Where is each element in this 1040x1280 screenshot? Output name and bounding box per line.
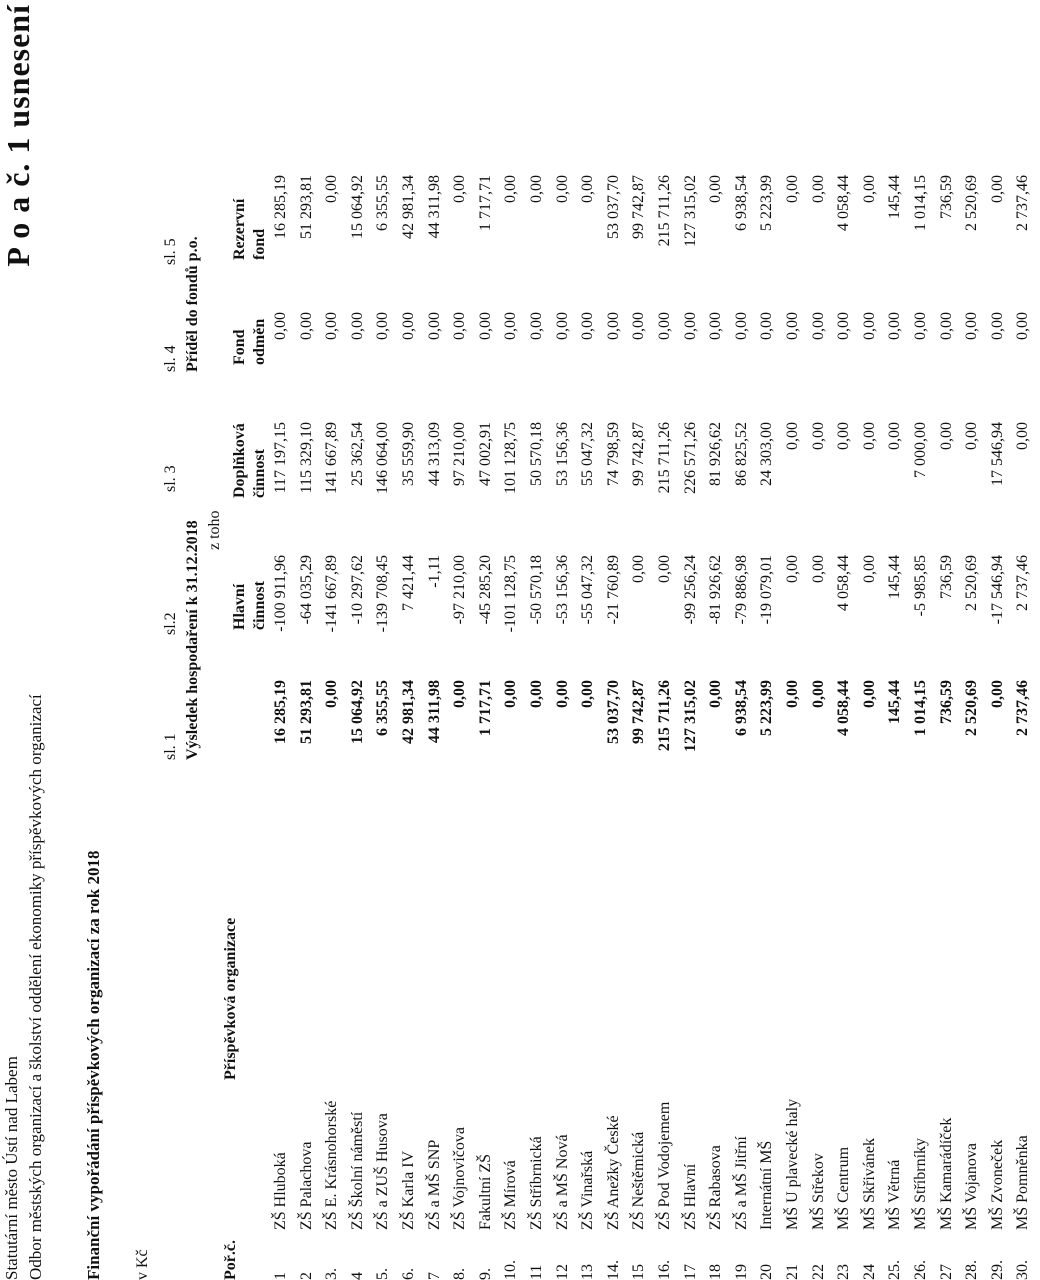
- col-header-hlavni: Hlavní činnost: [231, 581, 268, 630]
- cell-c5: 44 311,98: [425, 175, 443, 239]
- cell-c4: 0,00: [348, 312, 366, 340]
- cell-c5: 53 037,70: [604, 175, 622, 239]
- cell-c3: 50 570,18: [528, 422, 545, 486]
- cell-c2: -45 285,20: [476, 555, 494, 625]
- cell-c4: 0,00: [732, 312, 750, 340]
- cell-c5: 0,00: [528, 175, 545, 203]
- cell-org: MŠ Stříbrníky: [912, 1137, 929, 1230]
- cell-c3: 81 926,62: [707, 422, 725, 486]
- col-label-sl3: sl. 3: [162, 465, 179, 492]
- cell-c5: 0,00: [988, 175, 1006, 203]
- cell-c2: 7 421,44: [400, 555, 417, 611]
- cell-c5: 2 737,46: [1014, 175, 1032, 231]
- col-label-sl5: sl. 5: [162, 238, 179, 265]
- cell-c4: 0,00: [425, 312, 443, 340]
- cell-c1: 16 285,19: [272, 680, 289, 744]
- col-header-por: Poř.č.: [222, 1240, 239, 1280]
- cell-c3: 86 825,52: [732, 422, 750, 486]
- cell-c3: 115 329,10: [297, 422, 315, 494]
- cell-c3: 0,00: [937, 422, 955, 450]
- cell-c3: 141 667,89: [323, 422, 341, 494]
- cell-c2: -19 079,01: [758, 555, 776, 625]
- cell-c2: -97 210,00: [451, 555, 469, 625]
- table-row: [298, 0, 324, 1280]
- cell-org: MŠ Zvoneček: [988, 1139, 1006, 1230]
- col-label-sl4: sl. 4: [162, 345, 179, 372]
- cell-c1: 127 315,02: [681, 680, 699, 752]
- cell-c5: 6 355,55: [374, 175, 392, 231]
- table-row: [989, 0, 1015, 1280]
- cell-org: ZŠ Hluboká: [272, 1152, 289, 1230]
- cell-c4: 0,00: [988, 312, 1006, 340]
- cell-no: 22: [809, 1264, 827, 1280]
- cell-c4: 0,00: [272, 312, 289, 340]
- department-name: Odbor městských organizací a školství oddělení ekonomiky příspěvkových organizací: [26, 694, 45, 1280]
- cell-c4: 0,00: [758, 312, 776, 340]
- cell-org: ZŠ Rabasova: [707, 1145, 725, 1230]
- cell-c5: 0,00: [784, 175, 801, 203]
- cell-c3: 215 711,26: [656, 422, 673, 494]
- currency-unit: v Kč: [134, 1249, 151, 1280]
- cell-no: 11: [528, 1264, 545, 1280]
- cell-c3: 7 000,00: [912, 422, 929, 478]
- cell-c4: 0,00: [579, 312, 597, 340]
- col-label-sl2: sl.2: [162, 612, 179, 635]
- cell-c2: -5 985,85: [912, 555, 929, 617]
- cell-c5: 5 223,99: [758, 175, 776, 231]
- cell-c2: -139 708,45: [374, 555, 392, 633]
- cell-c2: -21 760,89: [604, 555, 622, 625]
- table-row: [835, 0, 861, 1280]
- cell-c1: 2 737,46: [1014, 680, 1032, 736]
- cell-org: ZŠ a MŠ Jitřní: [732, 1136, 750, 1230]
- cell-org: ZŠ Stříbrnická: [528, 1136, 545, 1230]
- group-header-vysledek: Výsledek hospodaření k 31.12.2018: [184, 520, 201, 760]
- table-row: [605, 0, 631, 1280]
- cell-c2: -64 035,29: [297, 555, 315, 625]
- cell-c2: -17 546,94: [988, 555, 1006, 625]
- cell-c5: 51 293,81: [297, 175, 315, 239]
- cell-c4: 0,00: [528, 312, 545, 340]
- cell-no: 16.: [656, 1260, 673, 1280]
- cell-no: 25.: [886, 1260, 904, 1280]
- cell-org: ZŠ Anežky České: [604, 1115, 622, 1230]
- cell-c2: -141 667,89: [323, 555, 341, 633]
- cell-no: 5.: [374, 1268, 392, 1280]
- cell-c5: 6 938,54: [732, 175, 750, 231]
- cell-c2: -79 886,98: [732, 555, 750, 625]
- cell-no: 24: [860, 1264, 878, 1280]
- cell-no: 18: [707, 1264, 725, 1280]
- cell-org: ZŠ Pod Vodojemem: [656, 1101, 673, 1230]
- table-row: [502, 0, 528, 1280]
- cell-org: MŠ Centrum: [835, 1146, 853, 1230]
- document-title: Finanční vypořádání příspěvkových organizací za rok 2018: [84, 850, 103, 1280]
- col-label-sl1: sl. 1: [162, 733, 179, 760]
- cell-c4: 0,00: [886, 312, 904, 340]
- cell-c2: -100 911,96: [272, 555, 289, 632]
- cell-c3: 0,00: [963, 422, 981, 450]
- cell-c4: 0,00: [604, 312, 622, 340]
- cell-c2: 0,00: [656, 555, 673, 583]
- cell-c4: 0,00: [707, 312, 725, 340]
- cell-c1: 0,00: [784, 680, 801, 708]
- cell-no: 30.: [1014, 1260, 1032, 1280]
- cell-org: MŠ Skřivánek: [860, 1138, 878, 1230]
- cell-c4: 0,00: [835, 312, 853, 340]
- cell-c1: 2 520,69: [963, 680, 981, 736]
- table-row: [528, 0, 554, 1280]
- cell-c2: -53 156,36: [553, 555, 571, 625]
- cell-c1: 0,00: [809, 680, 827, 708]
- cell-org: ZŠ Neštěmická: [630, 1131, 648, 1230]
- cell-c1: 0,00: [988, 680, 1006, 708]
- table-row: [963, 0, 989, 1280]
- table-row: [400, 0, 426, 1280]
- cell-c4: 0,00: [656, 312, 673, 340]
- cell-c1: 1 717,71: [476, 680, 494, 736]
- cell-c2: -55 047,32: [579, 555, 597, 625]
- cell-c5: 0,00: [579, 175, 597, 203]
- cell-org: ZŠ Mírová: [502, 1160, 520, 1230]
- cell-no: 29.: [988, 1260, 1006, 1280]
- cell-c5: 0,00: [451, 175, 469, 203]
- cell-org: MŠ Střekov: [809, 1153, 827, 1230]
- cell-c1: 99 742,87: [630, 680, 648, 744]
- cell-c1: 145,44: [886, 680, 904, 724]
- table-row: [554, 0, 580, 1280]
- cell-c5: 0,00: [323, 175, 341, 203]
- cell-c2: 2 737,46: [1014, 555, 1032, 611]
- cell-c1: 6 355,55: [374, 680, 392, 736]
- cell-c3: 101 128,75: [502, 422, 520, 494]
- cell-c4: 0,00: [323, 312, 341, 340]
- cell-no: 8.: [451, 1268, 469, 1280]
- cell-org: ZŠ Školní náměstí: [348, 1111, 366, 1230]
- cell-org: Internátní MŠ: [758, 1140, 776, 1230]
- cell-c4: 0,00: [502, 312, 520, 340]
- cell-c3: 74 798,59: [604, 422, 622, 486]
- cell-c2: 0,00: [630, 555, 648, 583]
- cell-c4: 0,00: [451, 312, 469, 340]
- cell-c1: 4 058,44: [835, 680, 853, 736]
- cell-c3: 0,00: [1014, 422, 1032, 450]
- cell-c2: 736,59: [937, 555, 955, 599]
- col-header-fond-odmen: Fond odměn: [231, 318, 268, 365]
- table-row: [656, 0, 682, 1280]
- cell-c3: 44 313,09: [425, 422, 443, 486]
- cell-c4: 0,00: [809, 312, 827, 340]
- cell-c2: -50 570,18: [528, 555, 545, 625]
- cell-c4: 0,00: [681, 312, 699, 340]
- cell-org: ZŠ Hlavní: [681, 1163, 699, 1230]
- cell-c3: 55 047,32: [579, 422, 597, 486]
- cell-c5: 215 711,26: [656, 175, 673, 247]
- cell-c2: -99 256,24: [681, 555, 699, 625]
- cell-no: 12: [553, 1264, 571, 1280]
- subheader-ztoho: z toho: [206, 510, 223, 550]
- cell-c4: 0,00: [630, 312, 648, 340]
- cell-c1: 42 981,34: [400, 680, 417, 744]
- table-row: [374, 0, 400, 1280]
- cell-c5: 16 285,19: [272, 175, 289, 239]
- cell-c2: -81 926,62: [707, 555, 725, 625]
- cell-c5: 0,00: [707, 175, 725, 203]
- cell-c3: 17 546,94: [988, 422, 1006, 486]
- cell-org: ZŠ Vojnovičova: [451, 1127, 469, 1230]
- cell-c3: 53 156,36: [553, 422, 571, 486]
- cell-c5: 1 717,71: [476, 175, 494, 231]
- col-header-doplnkova: Doplňková činnost: [231, 423, 268, 498]
- cell-no: 14.: [604, 1260, 622, 1280]
- cell-c1: 0,00: [502, 680, 520, 708]
- cell-c4: 0,00: [297, 312, 315, 340]
- cell-c5: 736,59: [937, 175, 955, 219]
- table-row: [758, 0, 784, 1280]
- cell-c3: 99 742,87: [630, 422, 648, 486]
- table-row: [861, 0, 887, 1280]
- cell-c3: 226 571,26: [681, 422, 699, 494]
- table-row: [426, 0, 452, 1280]
- cell-no: 17: [681, 1264, 699, 1280]
- cell-no: 7: [425, 1272, 443, 1280]
- cell-c2: 145,44: [886, 555, 904, 599]
- cell-c2: -101 128,75: [502, 555, 520, 633]
- cell-c2: 2 520,69: [963, 555, 981, 611]
- cell-org: Fakultní ZŠ: [476, 1153, 494, 1230]
- table-row: [451, 0, 477, 1280]
- group-header-pridel: Příděl do fondů p.o.: [184, 236, 201, 372]
- cell-c4: 0,00: [912, 312, 929, 340]
- cell-no: 9.: [476, 1268, 494, 1280]
- table-row: [733, 0, 759, 1280]
- cell-c3: 117 197,15: [272, 422, 289, 494]
- cell-c4: 0,00: [374, 312, 392, 340]
- cell-org: ZŠ Vinařská: [579, 1150, 597, 1230]
- cell-c3: 25 362,54: [348, 422, 366, 486]
- table-row: [579, 0, 605, 1280]
- table-row: [682, 0, 708, 1280]
- cell-c4: 0,00: [860, 312, 878, 340]
- col-header-rezervni: Rezervní fond: [231, 198, 268, 260]
- table-row: [272, 0, 298, 1280]
- cell-c1: 0,00: [451, 680, 469, 708]
- cell-c4: 0,00: [400, 312, 417, 340]
- cell-c1: 53 037,70: [604, 680, 622, 744]
- cell-c4: 0,00: [937, 312, 955, 340]
- cell-c1: 6 938,54: [732, 680, 750, 736]
- cell-c3: 0,00: [809, 422, 827, 450]
- cell-c3: 0,00: [860, 422, 878, 450]
- cell-no: 6.: [400, 1268, 417, 1280]
- cell-c1: 0,00: [579, 680, 597, 708]
- cell-no: 4: [348, 1272, 366, 1280]
- cell-c3: 146 064,00: [374, 422, 392, 494]
- cell-c5: 4 058,44: [835, 175, 853, 231]
- cell-no: 13: [579, 1264, 597, 1280]
- table-row: [938, 0, 964, 1280]
- table-row: [1014, 0, 1040, 1280]
- cell-org: ZŠ E. Krásnohorské: [323, 1100, 341, 1230]
- table-row: [323, 0, 349, 1280]
- cell-c1: 5 223,99: [758, 680, 776, 736]
- cell-c1: 0,00: [707, 680, 725, 708]
- cell-c4: 0,00: [553, 312, 571, 340]
- cell-c5: 0,00: [809, 175, 827, 203]
- cell-c3: 0,00: [886, 422, 904, 450]
- cell-no: 15: [630, 1264, 648, 1280]
- institution-name: Statutární město Ústí nad Labem: [2, 1056, 21, 1280]
- cell-no: 19: [732, 1264, 750, 1280]
- cell-c3: 97 210,00: [451, 422, 469, 486]
- cell-c1: 1 014,15: [912, 680, 929, 736]
- cell-no: 10.: [502, 1260, 520, 1280]
- cell-c5: 0,00: [860, 175, 878, 203]
- cell-c1: 736,59: [937, 680, 955, 724]
- cell-org: ZŠ a ZUŠ Husova: [374, 1113, 392, 1230]
- cell-c2: -10 297,62: [348, 555, 366, 625]
- cell-c3: 24 303,00: [758, 422, 776, 486]
- cell-no: 20: [758, 1264, 776, 1280]
- cell-c5: 1 014,15: [912, 175, 929, 231]
- cell-org: MŠ Větrná: [886, 1159, 904, 1230]
- cell-org: MŠ U plavecké haly: [784, 1098, 801, 1230]
- cell-c1: 215 711,26: [656, 680, 673, 752]
- cell-org: ZŠ Palachova: [297, 1141, 315, 1230]
- cell-c5: 15 064,92: [348, 175, 366, 239]
- cell-no: 21: [784, 1264, 801, 1280]
- cell-c5: 99 742,87: [630, 175, 648, 239]
- table-row: [886, 0, 912, 1280]
- cell-c5: 2 520,69: [963, 175, 981, 231]
- cell-org: ZŠ a MŠ Nová: [553, 1134, 571, 1230]
- cell-c1: 15 064,92: [348, 680, 366, 744]
- cell-org: MŠ Pomněnka: [1014, 1135, 1032, 1230]
- cell-no: 3.: [323, 1268, 341, 1280]
- cell-c4: 0,00: [1014, 312, 1032, 340]
- cell-c3: 0,00: [835, 422, 853, 450]
- cell-c3: 47 002,91: [476, 422, 494, 486]
- table-row: [784, 0, 810, 1280]
- cell-c1: 0,00: [553, 680, 571, 708]
- table-row: [707, 0, 733, 1280]
- cell-no: 2: [297, 1272, 315, 1280]
- cell-c3: 35 559,90: [400, 422, 417, 486]
- table-row: [630, 0, 656, 1280]
- cell-c1: 0,00: [860, 680, 878, 708]
- cell-c1: 0,00: [528, 680, 545, 708]
- cell-no: 26.: [912, 1260, 929, 1280]
- table-row: [477, 0, 503, 1280]
- cell-org: MŠ Vojanova: [963, 1143, 981, 1230]
- table-row: [349, 0, 375, 1280]
- cell-no: 27: [937, 1264, 955, 1280]
- cell-c2: 4 058,44: [835, 555, 853, 611]
- col-header-org: Příspěvková organizace: [222, 917, 239, 1080]
- cell-no: 23: [835, 1264, 853, 1280]
- cell-c2: 0,00: [860, 555, 878, 583]
- cell-c5: 145,44: [886, 175, 904, 219]
- cell-org: ZŠ Karla IV: [400, 1150, 417, 1230]
- cell-c1: 51 293,81: [297, 680, 315, 744]
- cell-no: 1: [272, 1272, 289, 1280]
- cell-c5: 0,00: [502, 175, 520, 203]
- cell-org: MŠ Kamarádíček: [937, 1117, 955, 1230]
- cell-c5: 127 315,02: [681, 175, 699, 247]
- cell-c1: 44 311,98: [425, 680, 443, 744]
- cell-c2: -1,11: [425, 555, 443, 588]
- cell-c4: 0,00: [963, 312, 981, 340]
- cell-c4: 0,00: [476, 312, 494, 340]
- cell-c2: 0,00: [784, 555, 801, 583]
- table-row: [912, 0, 938, 1280]
- cell-c1: 0,00: [323, 680, 341, 708]
- cell-c5: 42 981,34: [400, 175, 417, 239]
- table-row: [810, 0, 836, 1280]
- cell-no: 28.: [963, 1260, 981, 1280]
- cell-c5: 0,00: [553, 175, 571, 203]
- attachment-label: P o a č. 1 usnesení: [0, 4, 36, 267]
- cell-org: ZŠ a MŠ SNP: [425, 1139, 443, 1230]
- cell-c3: 0,00: [784, 422, 801, 450]
- cell-c4: 0,00: [784, 312, 801, 340]
- cell-c2: 0,00: [809, 555, 827, 583]
